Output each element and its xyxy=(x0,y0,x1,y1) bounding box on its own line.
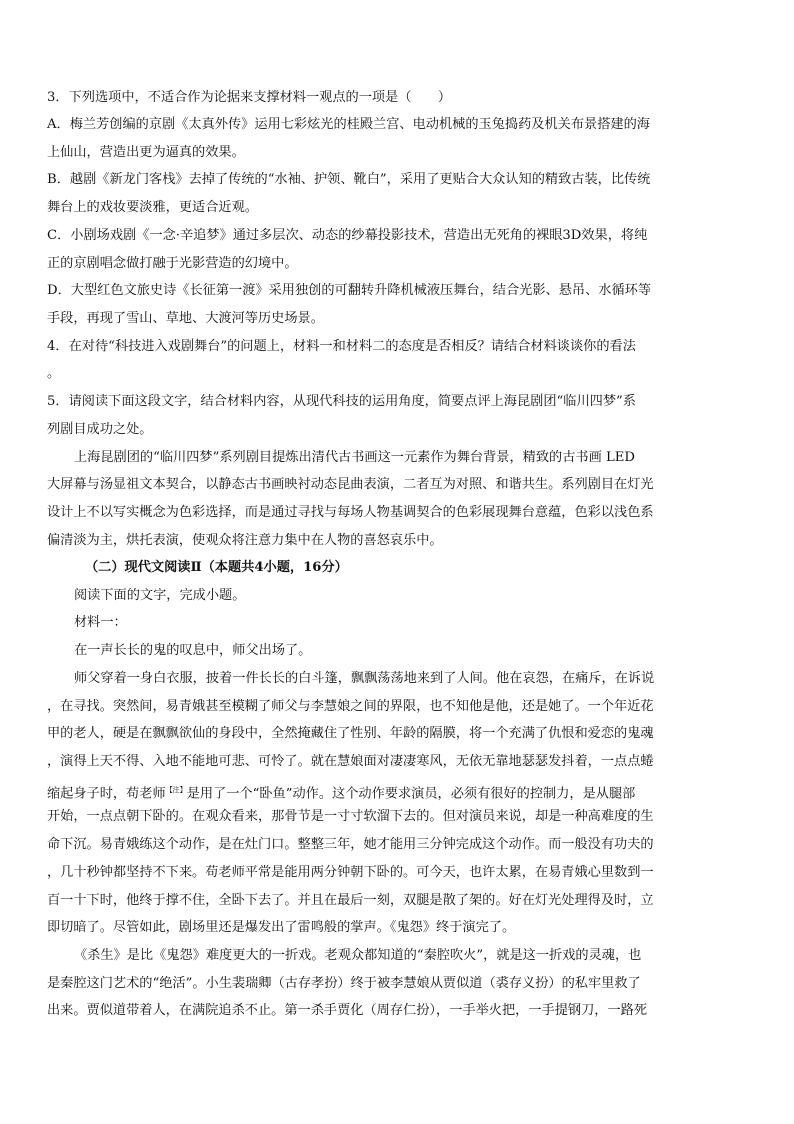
text-p3-line-2: 是秦腔这门艺术的“绝活”。小生裴瑞卿（古存孝扮）终于被李慧娘从贾似道（裘存义扮）的私牢里救了 xyxy=(47,976,641,991)
text-p3-line-3: 出来。贾似道带着人，在满院追杀不止。第一杀手贾化（周存仁扮），一手举火把，一手提钢刀，一路死 xyxy=(47,1003,648,1018)
question-5-passage-line-3: 设计上不以写实概念为色彩选择，而是通过寻找与每场人物基调契合的色彩展现舞台意蕴，色彩以浅色系 xyxy=(47,505,654,520)
text-p2-line-7: 命下沉。易青娥练这个动作，是在灶门口。整整三年，她才能用三分钟完成这个动作。而一般没有功夫的 xyxy=(47,837,654,852)
material-1-label: 材料一： xyxy=(74,615,127,630)
option-d-line-1: D．大型红色文旅史诗《长征第一渡》采用独创的可翻转升降机械液压舞台，结合光影、悬吊、水循环等 xyxy=(47,283,652,298)
footnote-marker: 【注】 xyxy=(165,786,187,794)
text-p2-line-3: 甲的老人，硬是在飘飘欲仙的身段中，全然掩藏住了性别、年龄的隔膜，将一个充满了仇恨和爱恋的鬼魂 xyxy=(47,726,654,741)
question-5-line-1: 5．请阅读下面这段文字，结合材料内容，从现代科技的运用角度，简要点评上海昆剧团“临川四梦”系 xyxy=(47,394,636,409)
option-c-line-1: C．小剧场戏剧《一念·辛追梦》通过多层次、动态的纱幕投影技术，营造出无死角的裸眼3D效果，将纯 xyxy=(47,228,648,243)
text-paragraph-1: 在一声长长的鬼的叹息中，师父出场了。 xyxy=(74,643,312,658)
section-2-instruction: 阅读下面的文字，完成小题。 xyxy=(74,588,246,603)
text-p3-line-1: 《杀生》是比《鬼怨》难度更大的一折戏。老观众都知道的“秦腔吹火”，就是这一折戏的灵魂，也 xyxy=(74,948,642,963)
option-a-line-1: A．梅兰芳创编的京剧《太真外传》运用七彩炫光的桂殿兰宫、电动机械的玉兔捣药及机关布景搭建的海 xyxy=(47,117,650,132)
text-p2-line-5-start: 缩起身子时，苟老师 xyxy=(47,786,166,802)
text-p2-line-6: 开始，一点点朝下卧的。在观众看来，那骨节是一寸寸软溜下去的。但对演员来说，却是一种高难度的生 xyxy=(47,809,654,824)
text-p2-line-5-end: 是用了一个“卧鱼”动作。这个动作要求演员，必须有很好的控制力，是从腿部 xyxy=(186,786,636,802)
question-5-line-2: 列剧目成功之处。 xyxy=(47,422,153,437)
text-p2-line-8: ，几十秒钟都坚持不下来。苟老师平常是能用两分钟朝下卧的。可今天，也许太累，在易青娥心里数到一 xyxy=(47,865,654,880)
question-5-passage-line-1: 上海昆剧团的“临川四梦”系列剧目提炼出清代古书画这一元素作为舞台背景，精致的古书画 LED xyxy=(74,450,635,465)
question-4-line-1: 4．在对待“科技进入戏剧舞台”的问题上，材料一和材料二的态度是否相反？请结合材料谈谈你的看法 xyxy=(47,339,636,354)
question-3-stem: 3．下列选项中，不适合作为论据来支撑材料一观点的一项是（ ） xyxy=(47,90,452,105)
option-b-line-1: B．越剧《新龙门客栈》去掉了传统的“水袖、护领、靴白”，采用了更贴合大众认知的精致古装，比传统 xyxy=(47,172,651,187)
option-d-line-2: 手段，再现了雪山、草地、大渡河等历史场景。 xyxy=(47,311,324,326)
question-5-passage-line-4: 偏清淡为主，烘托表演，使观众将注意力集中在人物的喜怒哀乐中。 xyxy=(47,533,443,548)
text-p2-line-1: 师父穿着一身白衣服，披着一件长长的白斗篷，飘飘荡荡地来到了人间。他在哀怨，在痛斥，在诉说 xyxy=(74,671,655,686)
text-p2-line-2: ，在寻找。突然间，易青娥甚至模糊了师父与李慧娘之间的界限，也不知他是他，还是她了。一个年近花 xyxy=(47,699,654,714)
text-p2-line-10: 即切暗了。尽管如此，剧场里还是爆发出了雷鸣般的掌声。《鬼怨》终于演完了。 xyxy=(47,920,516,935)
question-5-passage-line-2: 大屏幕与汤显祖文本契合，以静态古书画映衬动态昆曲表演，二者互为对照、和谐共生。系列剧目在灯光 xyxy=(47,477,654,492)
question-4-line-2: 。 xyxy=(47,366,61,381)
option-b-line-2: 舞台上的戏妆要淡雅，更适合近观。 xyxy=(47,200,258,215)
text-p2-line-9: 百一十下时，他终于撑不住，全卧下去了。并且在最后一刻，双腿是散了架的。好在灯光处理得及时，立 xyxy=(47,893,654,908)
option-a-line-2: 上仙山，营造出更为逼真的效果。 xyxy=(47,145,245,160)
section-2-heading: （二）现代文阅读Ⅱ（本题共4小题，16分） xyxy=(85,560,348,575)
text-p2-line-4: ，演得上天不得、入地不能地可悲、可怜了。就在慧娘面对凄凄寒风，无依无靠地瑟瑟发抖着，一点点蜷 xyxy=(47,754,654,769)
option-c-line-2: 正的京剧唱念做打融于光影营造的幻境中。 xyxy=(47,256,298,271)
text-p2-line-5 xyxy=(47,780,635,800)
